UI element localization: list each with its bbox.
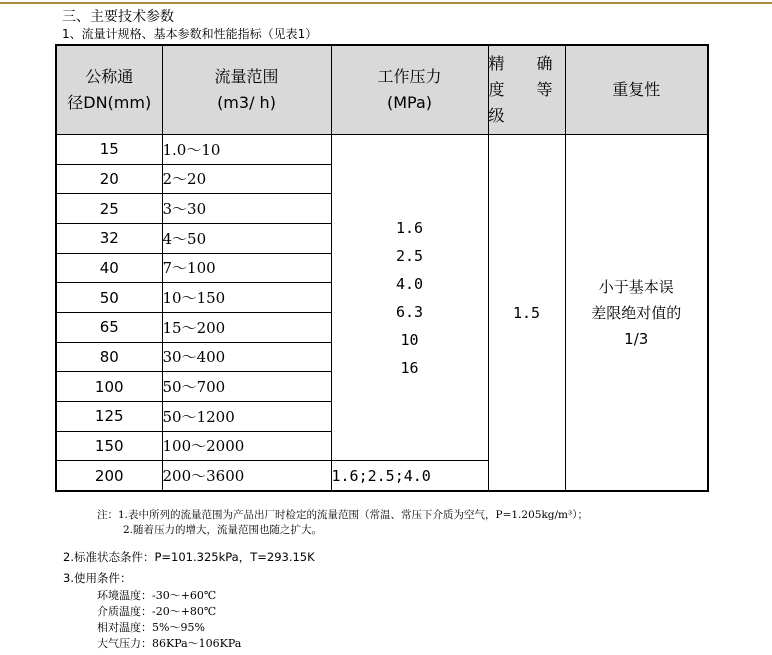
dn-cell: 32 bbox=[56, 223, 162, 253]
usage-item: 介质温度：-20～+80℃ bbox=[97, 605, 217, 618]
pressure-cell-200: 1.6;2.5;4.0 bbox=[331, 461, 488, 491]
pressure-value: 6.3 bbox=[395, 302, 424, 321]
header-dn bbox=[56, 45, 162, 135]
repeatability-line: 1/3 bbox=[624, 329, 649, 348]
table-header-row bbox=[56, 45, 708, 135]
header-pressure-line2: (MPa) bbox=[386, 93, 433, 112]
range-cell: 200～3600 bbox=[162, 461, 331, 491]
pressure-value: 2.5 bbox=[395, 246, 424, 265]
note-1: 注：1.表中所列的流量范围为产品出厂时检定的流量范围（常温、常压下介质为空气，P=1.205kg/m³）； bbox=[97, 509, 588, 521]
header-accuracy-char: 精 bbox=[488, 54, 505, 73]
pressure-value: 10 bbox=[400, 330, 419, 349]
repeatability-cell bbox=[565, 135, 708, 492]
dn-cell: 25 bbox=[56, 194, 162, 224]
header-dn-line2: 径DN(mm) bbox=[67, 93, 152, 112]
header-accuracy-char: 度 bbox=[488, 80, 505, 99]
pressure-value: 1.6 bbox=[395, 218, 424, 237]
range-cell: 100～2000 bbox=[162, 431, 331, 461]
range-cell: 4～50 bbox=[162, 223, 331, 253]
header-range-line2: (m3/ h) bbox=[217, 93, 276, 112]
range-cell: 3～30 bbox=[162, 194, 331, 224]
dn-cell: 150 bbox=[56, 431, 162, 461]
range-cell: 30～400 bbox=[162, 342, 331, 372]
header-pressure-line1: 工作压力 bbox=[377, 67, 442, 86]
header-pressure bbox=[331, 45, 488, 135]
dn-cell: 40 bbox=[56, 253, 162, 283]
header-accuracy-char: 级 bbox=[488, 106, 505, 125]
header-range bbox=[162, 45, 331, 135]
usage-title: 3.使用条件： bbox=[63, 571, 132, 585]
repeatability-line: 小于基本误 bbox=[598, 277, 674, 296]
range-cell: 2～20 bbox=[162, 164, 331, 194]
section-title: 三、主要技术参数 bbox=[62, 9, 174, 25]
header-dn-line1: 公称通 bbox=[85, 67, 134, 86]
range-cell: 7～100 bbox=[162, 253, 331, 283]
range-cell: 15～200 bbox=[162, 312, 331, 342]
range-cell: 50～1200 bbox=[162, 401, 331, 431]
range-cell: 10～150 bbox=[162, 283, 331, 313]
table-row bbox=[56, 135, 708, 165]
table-caption: 1、流量计规格、基本参数和性能指标（见表1） bbox=[62, 27, 318, 41]
dn-cell: 15 bbox=[56, 135, 162, 165]
accuracy-cell: 1.5 bbox=[488, 135, 565, 492]
note-2: 2.随着压力的增大，流量范围也随之扩大。 bbox=[123, 524, 323, 536]
dn-cell: 80 bbox=[56, 342, 162, 372]
dn-cell: 50 bbox=[56, 283, 162, 313]
dn-cell: 100 bbox=[56, 372, 162, 402]
pressure-cell bbox=[331, 135, 488, 461]
header-accuracy-char: 确 bbox=[536, 54, 553, 73]
header-accuracy bbox=[488, 45, 565, 135]
repeatability-line: 差限绝对值的 bbox=[591, 303, 682, 322]
spec-table bbox=[55, 44, 709, 492]
range-cell: 1.0～10 bbox=[162, 135, 331, 165]
dn-cell: 200 bbox=[56, 461, 162, 491]
header-accuracy-char: 等 bbox=[536, 80, 553, 99]
top-rule bbox=[0, 2, 772, 4]
header-repeatability: 重复性 bbox=[565, 45, 708, 135]
usage-item: 环境温度：-30～+60℃ bbox=[97, 589, 217, 602]
range-cell: 50～700 bbox=[162, 372, 331, 402]
pressure-value: 16 bbox=[400, 358, 419, 377]
usage-item: 相对温度：5%～95% bbox=[97, 621, 205, 634]
usage-item: 大气压力：86KPa～106KPa bbox=[97, 637, 242, 650]
dn-cell: 125 bbox=[56, 401, 162, 431]
pressure-value: 4.0 bbox=[395, 274, 424, 293]
dn-cell: 20 bbox=[56, 164, 162, 194]
standard-conditions: 2.标准状态条件：P=101.325kPa，T=293.15K bbox=[63, 550, 315, 564]
header-range-line1: 流量范围 bbox=[214, 67, 279, 86]
dn-cell: 65 bbox=[56, 312, 162, 342]
